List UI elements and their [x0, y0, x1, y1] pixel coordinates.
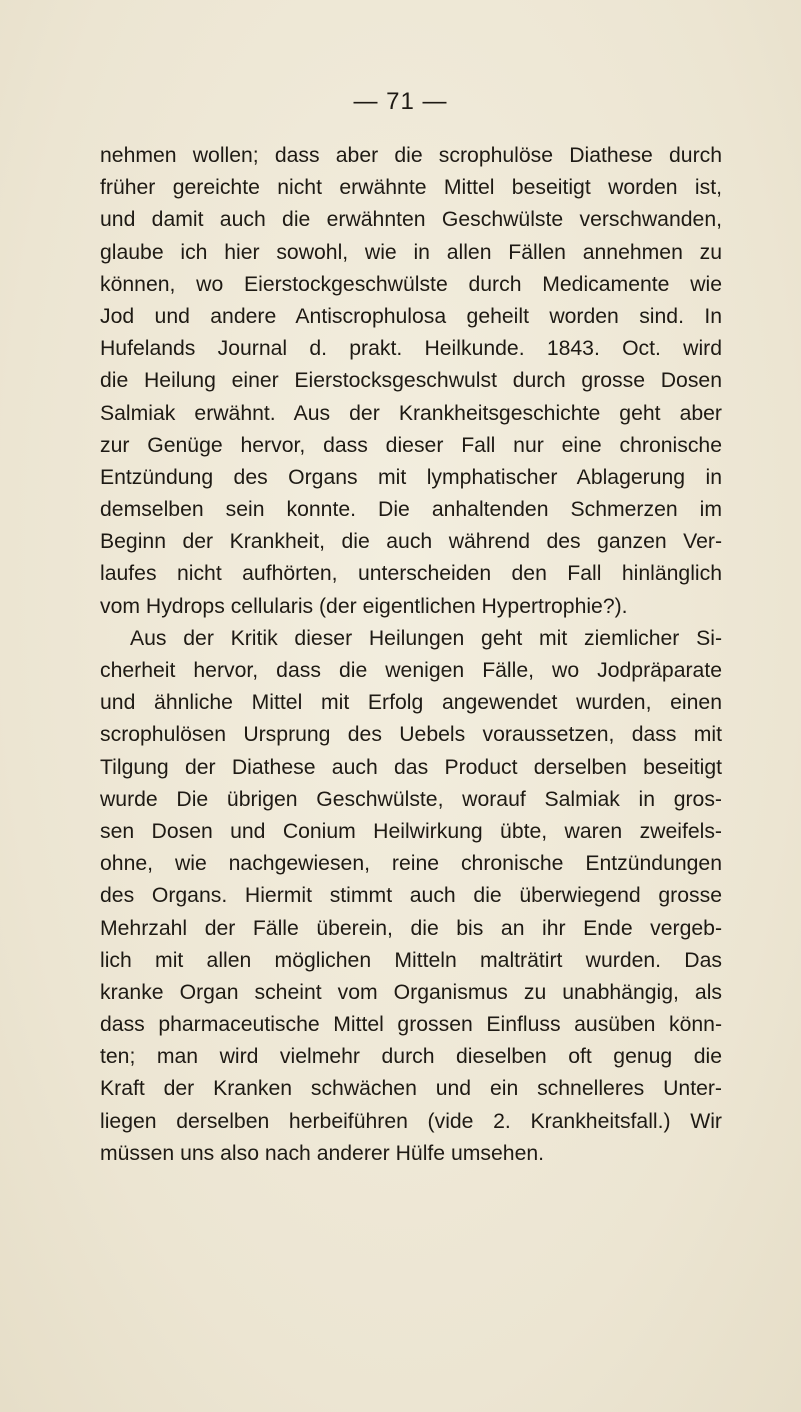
text-line: Mehrzahl der Fälle überein, die bis an ihr Ende vergeb- [100, 916, 722, 940]
text-line: cherheit hervor, dass die wenigen Fälle, wo Jodpräparate [100, 659, 722, 682]
text-line: glaube ich hier sowohl, wie in allen Fällen annehmen zu [100, 240, 722, 264]
text-line: ten; man wird vielmehr durch dieselben oft genug die [100, 1045, 722, 1069]
text-line: Hufelands Journal d. prakt. Heilkunde. 1843. Oct. wird [100, 337, 722, 361]
text-line: Beginn der Krankheit, die auch während des ganzen Ver- [100, 530, 722, 554]
text-line: liegen derselben herbeiführen (vide 2. Krankheitsfall.) Wir [100, 1109, 722, 1133]
page-number: — 71 — [353, 88, 448, 115]
text-line: und damit auch die erwähnten Geschwülste verschwanden, [100, 208, 722, 232]
text-line: demselben sein konnte. Die anhaltenden Schmerzen im [100, 498, 722, 522]
text-line: können, wo Eierstockgeschwülste durch Medicamente wie [100, 272, 722, 296]
text-line: nehmen wollen; dass aber die scrophulöse Diathese durch [100, 144, 722, 167]
text-line: laufes nicht aufhörten, unterscheiden den Fall hinlänglich [100, 562, 722, 586]
text-line: des Organs. Hiermit stimmt auch die überwiegend grosse [100, 884, 722, 908]
text-line: zur Genüge hervor, dass dieser Fall nur eine chronische [100, 433, 722, 457]
text-line: kranke Organ scheint vom Organismus zu unabhängig, als [100, 980, 722, 1004]
text-line: ohne, wie nachgewiesen, reine chronische Entzündungen [100, 852, 722, 876]
paragraph-start-line: Aus der Kritik dieser Heilungen geht mit ziemlicher Si- [130, 626, 722, 650]
text-line: Salmiak erwähnt. Aus der Krankheitsgeschichte geht aber [100, 401, 722, 425]
text-line: und ähnliche Mittel mit Erfolg angewendet wurden, einen [100, 691, 722, 715]
paragraph-end-line: vom Hydrops cellularis (der eigentlichen Hypertrophie?). [100, 594, 628, 618]
text-line: Jod und andere Antiscrophulosa geheilt worden sind. In [100, 304, 722, 328]
text-line: die Heilung einer Eierstocksgeschwulst durch grosse Dosen [100, 369, 722, 393]
text-line: Tilgung der Diathese auch das Product derselben beseitigt [100, 755, 722, 779]
text-line: lich mit allen möglichen Mitteln malträtirt wurden. Das [100, 948, 722, 972]
text-line: Entzündung des Organs mit lymphatischer Ablagerung in [100, 465, 722, 489]
text-line: dass pharmaceutische Mittel grossen Einfluss ausüben könn- [100, 1013, 722, 1037]
text-line: früher gereichte nicht erwähnte Mittel beseitigt worden ist, [100, 176, 722, 200]
text-line: Kraft der Kranken schwächen und ein schnelleres Unter- [100, 1077, 722, 1101]
paragraph-end-line: müssen uns also nach anderer Hülfe umsehen. [100, 1141, 545, 1165]
text-line: sen Dosen und Conium Heilwirkung übte, waren zweifels- [100, 819, 722, 843]
text-line: wurde Die übrigen Geschwülste, worauf Salmiak in gros- [100, 787, 722, 811]
body-text [100, 140, 722, 1170]
text-line: scrophulösen Ursprung des Uebels voraussetzen, dass mit [100, 723, 722, 747]
